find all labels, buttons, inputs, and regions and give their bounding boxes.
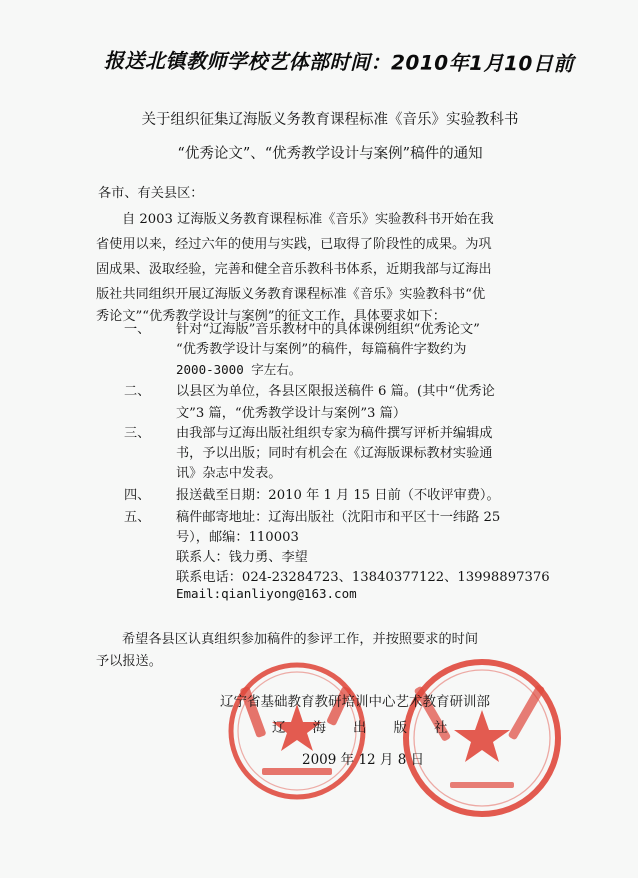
handwritten-note: 报送北镇教师学校艺体部时间：2010年1月10日前 bbox=[103, 48, 574, 76]
item-number: 二、 bbox=[124, 384, 151, 399]
intro-line: 自 2003 辽海版义务教育课程标准《音乐》实验教科书开始在我 bbox=[122, 212, 494, 227]
item-line: 由我部与辽海出版社组织专家为稿件撰写评析并编辑成 bbox=[176, 426, 493, 441]
intro-line: 固成果、汲取经验，完善和健全音乐教科书体系，近期我部与辽海出 bbox=[96, 262, 492, 277]
signatory-training-center: 辽宁省基础教育教研培训中心艺术教育研训部 bbox=[220, 694, 490, 710]
contact-phone: 联系电话：024-23284723、13840377122、13998897376 bbox=[176, 570, 550, 585]
item-line: 文”3 篇，“优秀教学设计与案例”3 篇） bbox=[176, 406, 407, 421]
item-number: 一、 bbox=[124, 322, 151, 337]
contact-person: 联系人：钱力勇、李望 bbox=[176, 550, 308, 565]
item-line: 针对“辽海版”音乐教材中的具体课例组织“优秀论文” bbox=[176, 322, 480, 337]
intro-line: 秀论文”“优秀教学设计与案例”的征文工作，具体要求如下： bbox=[96, 309, 446, 324]
closing-line: 希望各县区认真组织参加稿件的参评工作，并按照要求的时间 bbox=[122, 632, 479, 647]
salutation: 各市、有关县区： bbox=[98, 186, 204, 201]
item-line: “优秀教学设计与案例”的稿件，每篇稿件字数约为 bbox=[176, 342, 467, 357]
contact-email: Email:qianliyong@163.com bbox=[176, 586, 357, 601]
closing-line: 予以报送。 bbox=[96, 654, 162, 669]
intro-line: 省使用以来，经过六年的使用与实践，已取得了阶段性的成果。为巩 bbox=[96, 237, 492, 252]
item-line: 以县区为单位，各县区限报送稿件 6 篇。(其中“优秀论 bbox=[176, 384, 495, 399]
item-line: 讯》杂志中发表。 bbox=[176, 466, 282, 481]
item-line: 2000-3000 字左右。 bbox=[176, 362, 302, 377]
item-line: 号），邮编：110003 bbox=[176, 530, 299, 545]
seal-star-icon bbox=[454, 710, 510, 762]
intro-line: 版社共同组织开展辽海版义务教育课程标准《音乐》实验教科书“优 bbox=[96, 287, 486, 302]
notice-title-line-2: “优秀论文”、“优秀教学设计与案例”稿件的通知 bbox=[177, 146, 483, 162]
item-line: 稿件邮寄地址：辽海出版社（沈阳市和平区十一纬路 25 bbox=[176, 510, 501, 525]
issue-date: 2009 年 12 月 8 日 bbox=[302, 752, 425, 768]
signatory-publisher: 辽 海 出 版 社 bbox=[272, 720, 448, 736]
official-seal-right bbox=[398, 654, 566, 822]
item-number: 三、 bbox=[124, 426, 151, 441]
item-line: 报送截至日期：2010 年 1 月 15 日前（不收评审费）。 bbox=[176, 488, 500, 503]
notice-title-line-1: 关于组织征集辽海版义务教育课程标准《音乐》实验教科书 bbox=[141, 112, 519, 128]
item-number: 五、 bbox=[124, 510, 151, 525]
item-line: 书，予以出版；同时有机会在《辽海版课标教材实验通 bbox=[176, 446, 493, 461]
item-number: 四、 bbox=[124, 488, 151, 503]
